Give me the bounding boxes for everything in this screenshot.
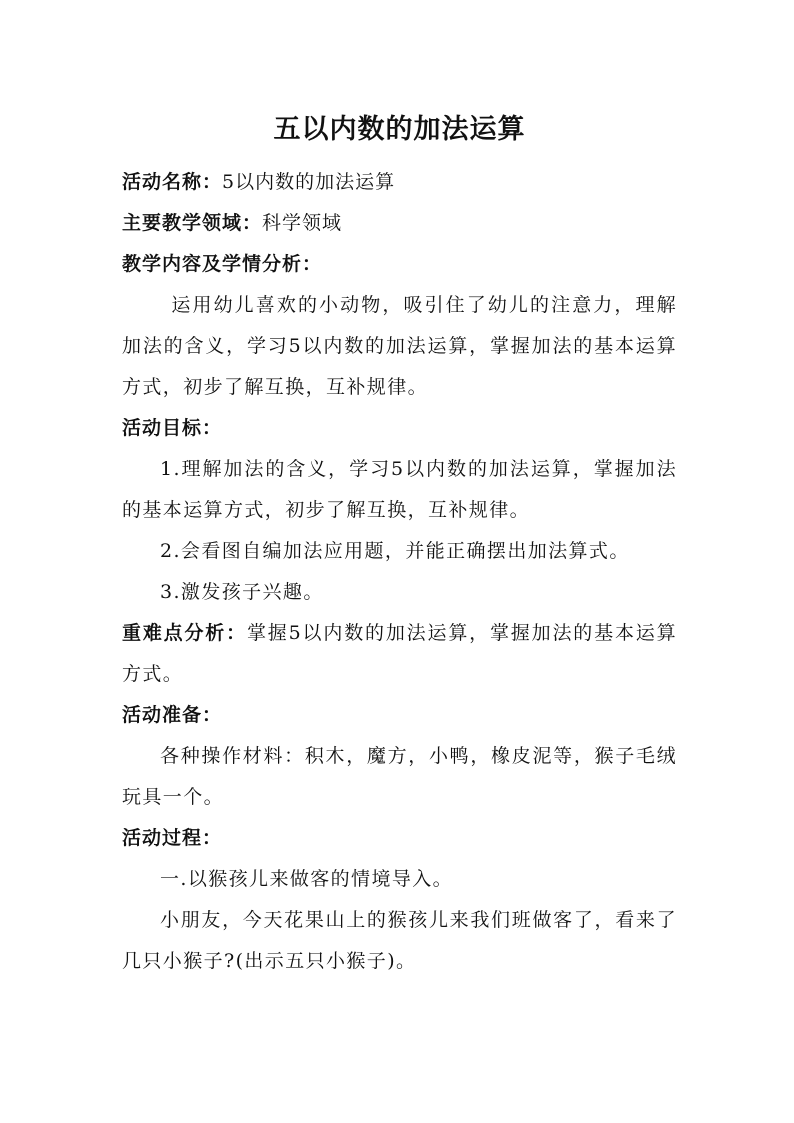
teaching-domain-line <box>122 203 677 244</box>
content-analysis-heading <box>122 244 677 285</box>
preparation-label: 活动准备： <box>122 704 223 726</box>
process-label: 活动过程： <box>122 827 223 849</box>
document-page <box>122 110 677 982</box>
goals-heading <box>122 408 677 449</box>
preparation-heading <box>122 695 677 736</box>
goal-item: 2.会看图自编加法应用题，并能正确摆出加法算式。 <box>160 540 630 562</box>
activity-name-label: 活动名称： <box>122 171 223 193</box>
key-points-text: 掌握5以内数的加法运算，掌握加法的基本运算方式。 <box>122 622 677 685</box>
process-step-1-text: 小朋友，今天花果山上的猴孩儿来我们班做客了，看来了几只小猴子?(出示五只小猴子)。 <box>122 909 677 972</box>
goals-label: 活动目标： <box>122 417 223 439</box>
key-points-paragraph <box>122 613 677 695</box>
process-step-1: 一.以猴孩儿来做客的情境导入。 <box>160 868 454 890</box>
content-analysis-text: 运用幼儿喜欢的小动物，吸引住了幼儿的注意力，理解加法的含义，学习5以内数的加法运算，掌握加法的基本运算方式，初步了解互换，互补规律。 <box>122 294 677 398</box>
goal-item: 3.激发孩子兴趣。 <box>160 581 324 603</box>
process-heading <box>122 818 677 859</box>
goal-item: 1.理解加法的含义，学习5以内数的加法运算，掌握加法的基本运算方式，初步了解互换，互补规律。 <box>122 458 677 521</box>
teaching-domain-value: 科学领域 <box>262 212 343 234</box>
activity-name-value: 5以内数的加法运算 <box>222 171 396 193</box>
teaching-domain-label: 主要教学领域： <box>122 212 263 234</box>
activity-name-line <box>122 162 677 203</box>
content-analysis-label: 教学内容及学情分析： <box>122 253 323 275</box>
document-title: 五以内数的加法运算 <box>273 114 526 145</box>
preparation-text: 各种操作材料：积木，魔方，小鸭，橡皮泥等，猴子毛绒玩具一个。 <box>122 745 677 808</box>
key-points-label: 重难点分析： <box>122 622 247 644</box>
